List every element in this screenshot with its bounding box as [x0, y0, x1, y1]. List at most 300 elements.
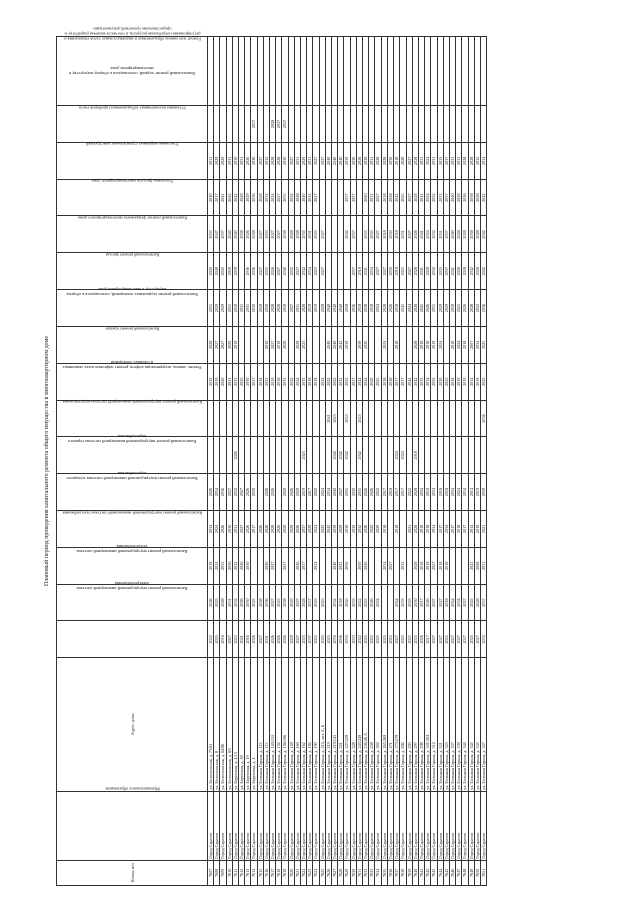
cell-year-10: 2029: [214, 290, 220, 327]
cell-year-3: 2027: [387, 547, 393, 584]
cell-year-12: 2018: [394, 216, 400, 253]
cell-year-4: 2025: [319, 511, 325, 548]
cell-year-14: 2031: [239, 142, 245, 179]
cell-year-10: 2031: [431, 290, 437, 327]
cell-year-2: 2027: [437, 584, 443, 621]
cell-year-14: 2028: [468, 142, 474, 179]
cell-year-10: 2026: [425, 290, 431, 327]
cell-number: 7645: [443, 860, 449, 885]
cell-year-9: 2007: [468, 326, 474, 363]
cell-address: ул. Большая Горная, д. 345: [468, 658, 474, 791]
cell-year-11: 2037: [350, 253, 356, 290]
cell-year-1: 2025: [375, 621, 381, 658]
cell-number: 7641: [418, 860, 424, 885]
cell-number: 7630: [350, 860, 356, 885]
cell-address: ул. Большая Горная, д. 339: [456, 658, 462, 791]
cell-year-12: 2042: [480, 216, 486, 253]
cell-year-4: 2026: [294, 511, 300, 548]
cell-year-8: 2032: [338, 363, 344, 400]
cell-year-2: 2032: [332, 584, 338, 621]
cell-year-6: 2024: [400, 437, 406, 474]
cell-year-1: 2033: [344, 621, 350, 658]
cell-year-12: 2027: [270, 216, 276, 253]
cell-year-2: 2024: [449, 584, 455, 621]
cell-year-14: 2031: [294, 142, 300, 179]
document-title: Плановый период проведения капитального ремонта общего имущества в многоквартирном доме: [44, 335, 50, 587]
cell-year-15: 2028: [270, 106, 276, 143]
cell-year-11: 2039: [232, 253, 238, 290]
cell-year-11: 2034: [307, 253, 313, 290]
cell-municipality: Город Саратов: [381, 791, 387, 860]
cell-year-8: 2022: [332, 363, 338, 400]
cell-year-11: 2032: [288, 253, 294, 290]
cell-year-9: 2039: [356, 326, 362, 363]
cell-year-14: 2038: [363, 142, 369, 179]
header-work-4: [57, 470, 208, 548]
cell-address: ул. Березовая, д. 19: [245, 658, 251, 791]
cell-year-1: 2026: [270, 621, 276, 658]
cell-year-9: 2018: [394, 326, 400, 363]
cell-year-12: 2038: [239, 216, 245, 253]
cell-municipality: Город Саратов: [418, 791, 424, 860]
cell-year-9: 2019: [431, 326, 437, 363]
cell-year-3: 2032: [232, 547, 238, 584]
cell-year-5: 2024: [319, 474, 325, 511]
cell-address: ул. Белоглинская, д. 8: [214, 658, 220, 791]
cell-number: 7640: [412, 860, 418, 885]
header-work-2-label: Капитальный ремонт внутридомовой инженерной системы теплоснабжения: [76, 544, 188, 555]
cell-year-8: 2019: [462, 363, 468, 400]
cell-address: ул. Большая Горная, д. 160: [294, 658, 300, 791]
cell-number: 7651: [480, 860, 486, 885]
cell-year-12: 2028: [474, 216, 480, 253]
cell-number: 7617: [270, 860, 276, 885]
cell-year-14: 2027: [257, 142, 263, 179]
cell-year-5: 2017: [394, 474, 400, 511]
cell-year-1: 2025: [301, 621, 307, 658]
cell-year-4: 2017: [449, 511, 455, 548]
cell-municipality: Город Саратов: [443, 791, 449, 860]
cell-municipality: Город Саратов: [294, 791, 300, 860]
cell-year-2: 2028: [474, 584, 480, 621]
cell-year-3: 2026: [239, 547, 245, 584]
cell-year-2: 2037: [307, 584, 313, 621]
cell-year-13: 2028: [456, 179, 462, 216]
cell-year-8: 2023: [344, 363, 350, 400]
cell-year-5: 2017: [307, 474, 313, 511]
cell-year-13: 2040: [449, 179, 455, 216]
cell-year-2: 2025: [251, 584, 257, 621]
cell-address: ул. Большая Горная, д. 228: [350, 658, 356, 791]
cell-municipality: Город Саратов: [220, 791, 226, 860]
cell-year-9: 2019: [276, 326, 282, 363]
cell-year-14: 2032: [263, 142, 269, 179]
cell-year-2: 2026: [425, 584, 431, 621]
cell-year-7: 2041: [325, 400, 331, 437]
cell-year-3: 2026: [294, 547, 300, 584]
cell-year-2: 2033: [400, 584, 406, 621]
cell-year-13: 2027: [375, 179, 381, 216]
cell-number: 7622: [301, 860, 307, 885]
cell-year-9: 2030: [263, 326, 269, 363]
cell-year-2: 2029: [288, 584, 294, 621]
cell-year-2: 2028: [282, 584, 288, 621]
cell-year-4: 2024: [214, 511, 220, 548]
cell-year-1: 2030: [332, 621, 338, 658]
cell-year-9: 2028: [412, 326, 418, 363]
cell-year-10: 2018: [369, 290, 375, 327]
cell-year-13: 2037: [443, 179, 449, 216]
cell-number: 7610: [226, 860, 232, 885]
cell-year-12: 2028: [412, 216, 418, 253]
cell-year-9: 2024: [437, 326, 443, 363]
cell-year-6: 2018: [412, 437, 418, 474]
cell-year-8: 2033: [282, 363, 288, 400]
cell-year-12: 2030: [387, 216, 393, 253]
cell-address: ул. Большая Горная, д. 258: [369, 658, 375, 791]
cell-year-11: 2027: [406, 253, 412, 290]
cell-year-5: 2020: [313, 474, 319, 511]
cell-year-4: 2020: [282, 511, 288, 548]
cell-address: ул. Березовая, д. 4: [251, 658, 257, 791]
cell-year-13: 2040: [208, 179, 214, 216]
cell-year-3: 2032: [400, 547, 406, 584]
cell-year-11: 2027: [375, 253, 381, 290]
cell-year-8: 2022: [288, 363, 294, 400]
cell-year-4: 2026: [257, 511, 263, 548]
cell-number: 7616: [263, 860, 269, 885]
cell-year-4: 2034: [431, 511, 437, 548]
cell-year-1: 2027: [294, 621, 300, 658]
header-work-6-label: Капитальный ремонт внутридомовой инженерной системы водоотведения: [62, 399, 202, 405]
cell-year-1: 2025: [319, 621, 325, 658]
rotated-sheet: [40, 26, 614, 886]
cell-year-1: 2016: [220, 621, 226, 658]
cell-year-10: 2029: [437, 290, 443, 327]
cell-year-7: 2036: [480, 400, 486, 437]
cell-address: ул. Большая Горная, д. 282: [400, 658, 406, 791]
cell-year-5: 2030: [350, 474, 356, 511]
header-work-9: [57, 286, 208, 363]
cell-year-14: 2030: [387, 142, 393, 179]
cell-year-13: 2027: [276, 179, 282, 216]
cell-year-5: 2034: [214, 474, 220, 511]
cell-year-5: 2036: [220, 474, 226, 511]
cell-year-13: 2037: [350, 179, 356, 216]
cell-municipality: Город Саратов: [449, 791, 455, 860]
cell-municipality: Город Саратов: [474, 791, 480, 860]
header-number: Номер п/п: [57, 860, 208, 885]
cell-year-2: 2026: [369, 584, 375, 621]
cell-year-10: 2018: [394, 290, 400, 327]
cell-year-1: 2025: [387, 621, 393, 658]
cell-address: ул. Большая Горная, д. 357: [480, 658, 486, 791]
cell-year-14: 2024: [425, 142, 431, 179]
cell-year-8: 2018: [381, 363, 387, 400]
cell-year-5: 2017: [400, 474, 406, 511]
cell-year-12: 2040: [449, 216, 455, 253]
cell-year-2: 2018: [443, 584, 449, 621]
cell-year-7: 2025: [344, 400, 350, 437]
cell-year-14: 2031: [307, 142, 313, 179]
cell-address: ул. Большая Горная, д. 293: [406, 658, 412, 791]
cell-municipality: Город Саратов: [350, 791, 356, 860]
cell-year-11: 2028: [412, 253, 418, 290]
cell-year-10: 2021: [456, 290, 462, 327]
cell-year-9: 2029: [226, 326, 232, 363]
cell-address: ул. Большая Горная, д. 162: [301, 658, 307, 791]
cell-year-12: 2035: [208, 216, 214, 253]
cell-year-14: 2027: [288, 142, 294, 179]
cell-year-5: 2034: [449, 474, 455, 511]
cell-year-9: 2019: [232, 326, 238, 363]
cell-year-13: 2042: [394, 179, 400, 216]
cell-year-11: 2041: [363, 253, 369, 290]
cell-year-2: 2027: [462, 584, 468, 621]
cell-year-11: 2050: [226, 253, 232, 290]
cell-year-13: 2028: [474, 179, 480, 216]
cell-number: 7620: [288, 860, 294, 885]
header-municipality-label: Муниципальное образование: [104, 786, 160, 792]
cell-year-1: 2027: [437, 621, 443, 658]
cell-year-11: 2033: [437, 253, 443, 290]
cell-year-14: 2031: [208, 142, 214, 179]
cell-year-12: 2038: [251, 216, 257, 253]
cell-year-10: 2030: [232, 290, 238, 327]
cell-year-5: 2027: [239, 474, 245, 511]
cell-year-14: 2031: [456, 142, 462, 179]
cell-year-5: 2026: [288, 474, 294, 511]
table-body: [208, 37, 487, 886]
cell-year-4: 2020: [375, 511, 381, 548]
cell-municipality: Город Саратов: [263, 791, 269, 860]
cell-municipality: Город Саратов: [332, 791, 338, 860]
cell-year-8: 2030: [245, 363, 251, 400]
cell-year-4: 2026: [363, 511, 369, 548]
cell-year-11: 2049: [214, 253, 220, 290]
cell-year-8: 2020: [369, 363, 375, 400]
cell-year-13: 2036: [251, 179, 257, 216]
cell-address: ул. Большая Горная, д. 256/26 А: [363, 658, 369, 791]
cell-number: 7636: [387, 860, 393, 885]
cell-year-11: 2032: [431, 253, 437, 290]
cell-year-8: 2018: [449, 363, 455, 400]
cell-year-2: 2027: [294, 584, 300, 621]
cell-year-11: 2023: [313, 253, 319, 290]
cell-year-5: 2040: [332, 474, 338, 511]
cell-address: ул. Большая Горная, д. 301/304: [425, 658, 431, 791]
cell-year-15: [480, 106, 486, 143]
cell-year-6: 2042: [356, 437, 362, 474]
cell-municipality: Город Саратов: [251, 791, 257, 860]
cell-year-10: 2029: [220, 290, 226, 327]
cell-year-12: 2023: [313, 216, 319, 253]
cell-municipality: Город Саратов: [301, 791, 307, 860]
cell-year-2: 2030: [245, 584, 251, 621]
cell-year-11: 2041: [418, 253, 424, 290]
table-row: [480, 37, 486, 886]
cell-year-11: 2045: [208, 253, 214, 290]
cell-year-13: 2029: [245, 179, 251, 216]
cell-number: 7639: [406, 860, 412, 885]
cell-number: 7615: [257, 860, 263, 885]
cell-address: ул. Большая Горная, д. 325: [443, 658, 449, 791]
cell-year-1: 2025: [412, 621, 418, 658]
cell-year-8: 2017: [350, 363, 356, 400]
cell-year-13: 2028: [239, 179, 245, 216]
cell-municipality: Город Саратов: [288, 791, 294, 860]
cell-year-14: 2028: [270, 142, 276, 179]
cell-address: ул. Большая Горная, д. 314: [431, 658, 437, 791]
cell-year-9: 2025: [480, 326, 486, 363]
cell-year-12: 2027: [406, 216, 412, 253]
cell-year-5: 2035: [356, 474, 362, 511]
cell-year-4: 2042: [325, 511, 331, 548]
cell-year-4: 2028: [307, 511, 313, 548]
cell-year-3: 2031: [480, 547, 486, 584]
cell-number: 7646: [449, 860, 455, 885]
cell-municipality: Город Саратов: [369, 791, 375, 860]
cell-year-13: 2027: [406, 179, 412, 216]
cell-year-3: 2037: [301, 547, 307, 584]
cell-year-12: 2028: [288, 216, 294, 253]
cell-year-5: 2017: [381, 474, 387, 511]
cell-year-11: 2036: [251, 253, 257, 290]
header-work-7: [57, 360, 208, 437]
cell-municipality: Город Саратов: [356, 791, 362, 860]
cell-address: ул. Большая Горная, д. 219/143: [332, 658, 338, 791]
cell-number: 7632: [363, 860, 369, 885]
cell-municipality: Город Саратов: [437, 791, 443, 860]
cell-year-10: 2036: [350, 290, 356, 327]
cell-year-14: 2018: [394, 142, 400, 179]
cell-year-4: 2030: [344, 511, 350, 548]
cell-year-14: 2040: [325, 142, 331, 179]
cell-year-13: 2024: [270, 179, 276, 216]
cell-municipality: Город Саратов: [387, 791, 393, 860]
cell-year-10: 2031: [208, 290, 214, 327]
cell-year-1: 2025: [443, 621, 449, 658]
cell-year-12: 2035: [363, 216, 369, 253]
cell-year-14: 2031: [226, 142, 232, 179]
cell-year-6: 2040: [332, 437, 338, 474]
cell-year-13: 2028: [257, 179, 263, 216]
cell-year-12: 2027: [375, 216, 381, 253]
cell-year-14: 2031: [418, 142, 424, 179]
cell-year-1: 2027: [462, 621, 468, 658]
cell-year-2: 2022: [356, 584, 362, 621]
cell-year-8: 2018: [387, 363, 393, 400]
cell-year-3: 2018: [443, 547, 449, 584]
cell-year-13: 2032: [307, 179, 313, 216]
cell-year-10: 2041: [400, 290, 406, 327]
cell-municipality: Город Саратов: [307, 791, 313, 860]
cell-year-9: 2018: [462, 326, 468, 363]
cell-address: ул. Большая Горная, д. 265/269: [381, 658, 387, 791]
cell-year-4: 2026: [245, 511, 251, 548]
cell-year-14: 2028: [400, 142, 406, 179]
cell-municipality: Город Саратов: [375, 791, 381, 860]
cell-address: ул. Большая Горная, д. 145/155: [270, 658, 276, 791]
cell-year-13: 2035: [282, 179, 288, 216]
cell-year-9: 2027: [220, 326, 226, 363]
cell-municipality: Город Саратов: [257, 791, 263, 860]
cell-year-14: 2031: [431, 142, 437, 179]
cell-year-4: 2037: [301, 511, 307, 548]
cell-year-6: 2026: [232, 437, 238, 474]
cell-year-10: 2032: [474, 290, 480, 327]
cell-year-2: 2024: [394, 584, 400, 621]
cell-address: ул. Большая Горная, д. 156/166: [282, 658, 288, 791]
cell-year-1: 2025: [400, 621, 406, 658]
cell-year-5: 2027: [338, 474, 344, 511]
cell-year-13: 2028: [412, 179, 418, 216]
cell-year-14: 2040: [332, 142, 338, 179]
cell-municipality: Город Саратов: [208, 791, 214, 860]
cell-year-9: 2028: [294, 326, 300, 363]
cell-year-4: 2032: [356, 511, 362, 548]
cell-year-9: 2027: [270, 326, 276, 363]
cell-year-6: 2023: [301, 437, 307, 474]
cell-address: ул. Большая Горная, д. 273/279: [394, 658, 400, 791]
cell-year-6: 2042: [344, 437, 350, 474]
cell-year-14: 2036: [251, 142, 257, 179]
header-work-14-label: Установка коллективных (общедомовых) приборов учета: [78, 105, 186, 111]
cell-year-3: 2035: [220, 547, 226, 584]
cell-municipality: Город Саратов: [431, 791, 437, 860]
cell-year-2: 2025: [214, 584, 220, 621]
cell-year-12: 2040: [232, 216, 238, 253]
cell-year-12: 2037: [220, 216, 226, 253]
cell-year-11: 2042: [480, 253, 486, 290]
cell-year-12: 2033: [369, 216, 375, 253]
cell-year-12: 2027: [257, 216, 263, 253]
cell-number: 7612: [239, 860, 245, 885]
cell-year-4: 2026: [276, 511, 282, 548]
cell-year-8: 2033: [232, 363, 238, 400]
cell-year-2: 2025: [406, 584, 412, 621]
cell-year-9: 2034: [474, 326, 480, 363]
cell-year-12: 2032: [431, 216, 437, 253]
cell-address: ул. Большая Горная, д. 152: [276, 658, 282, 791]
cell-number: 7619: [282, 860, 288, 885]
cell-year-13: 2038: [468, 179, 474, 216]
cell-year-4: 2018: [456, 511, 462, 548]
cell-year-2: 2027: [270, 584, 276, 621]
cell-year-5: 2031: [344, 474, 350, 511]
cell-number: 7650: [474, 860, 480, 885]
cell-municipality: Город Саратов: [412, 791, 418, 860]
cell-number: 7614: [251, 860, 257, 885]
cell-year-5: 2026: [245, 474, 251, 511]
cell-year-5: 2026: [263, 474, 269, 511]
cell-year-14: 2032: [474, 142, 480, 179]
cell-year-11: 2028: [462, 253, 468, 290]
cell-year-3: 2028: [412, 547, 418, 584]
cell-year-14: 2029: [220, 142, 226, 179]
cell-year-10: 2031: [294, 290, 300, 327]
cell-year-10: 2039: [344, 290, 350, 327]
cell-year-4: 2024: [313, 511, 319, 548]
cell-year-8: 2019: [474, 363, 480, 400]
cell-year-13: 2032: [288, 179, 294, 216]
cell-year-9: 2040: [332, 326, 338, 363]
cell-address: ул. Большая Горная, д. 297: [412, 658, 418, 791]
cell-year-12: 2035: [301, 216, 307, 253]
cell-address: ул. Большая Горная, д. 190: [313, 658, 319, 791]
cell-year-14: 2028: [412, 142, 418, 179]
cell-municipality: Город Саратов: [325, 791, 331, 860]
